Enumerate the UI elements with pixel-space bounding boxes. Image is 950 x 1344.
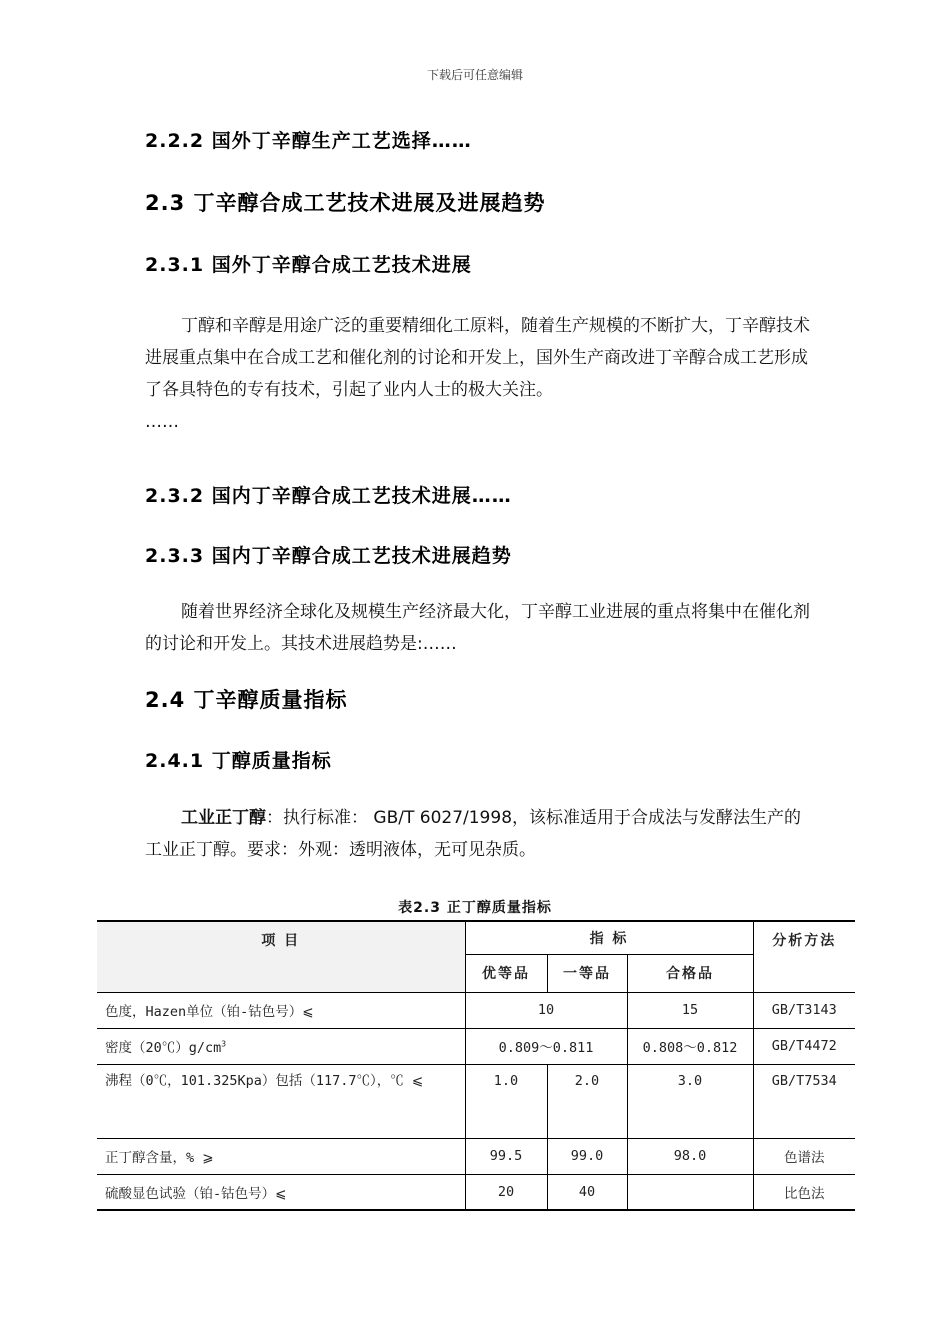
header-index: 指 标 — [465, 921, 753, 954]
row-value: 99.5 — [465, 1138, 547, 1174]
paragraph-2-3-3 — [145, 596, 810, 660]
row-value: 1.0 — [465, 1064, 547, 1138]
heading-2-4-1: 2.4.1 丁醇质量指标 — [145, 750, 332, 772]
row-value: 20 — [465, 1174, 547, 1210]
header-method: 分析方法 — [753, 921, 855, 992]
table-row — [97, 1064, 855, 1138]
table-row — [97, 1138, 855, 1174]
row-value: 98.0 — [627, 1138, 753, 1174]
row-value: 10 — [465, 992, 627, 1028]
paragraph-2-3-1 — [145, 310, 810, 438]
watermark: 下载后可任意编辑 — [426, 68, 523, 82]
row-value: 0.809～0.811 — [465, 1028, 627, 1064]
row-value: 99.0 — [547, 1138, 627, 1174]
row-value: 0.808～0.812 — [627, 1028, 753, 1064]
row-value: 15 — [627, 992, 753, 1028]
header-grade-first: 一等品 — [547, 954, 627, 992]
row-value: 40 — [547, 1174, 627, 1210]
table-caption: 表2.3 正丁醇质量指标 — [398, 900, 552, 916]
heading-2-3-2: 2.3.2 国内丁辛醇合成工艺技术进展…… — [145, 485, 512, 507]
quality-table — [97, 920, 855, 1211]
paragraph-text: 随着世界经济全球化及规模生产经济最大化，丁辛醇工业进展的重点将集中在催化剂的讨论和开发上。其技术进展趋势是:…… — [145, 602, 810, 654]
superscript: 3 — [221, 1039, 227, 1049]
table-row — [97, 1174, 855, 1210]
row-item: 密度$(20℃)g/cm^3$ — [97, 1028, 465, 1064]
table-row — [97, 1028, 855, 1064]
row-method: GB/T4472 — [753, 1028, 855, 1064]
row-item: 沸程（0℃，101.325Kpa）包括（117.7℃），℃ ⩽ — [97, 1064, 465, 1138]
row-item: 硫酸显色试验（铂-钴色号）⩽ — [97, 1174, 465, 1210]
row-item: 正丁醇含量，% ⩾ — [97, 1138, 465, 1174]
row-method: 比色法 — [753, 1174, 855, 1210]
paragraph-text: ：执行标准： GB/T 6027/1998，该标准适用于合成法与发酵法生产的工业正丁醇。要求：外观：透明液体，无可见杂质。 — [145, 808, 802, 860]
paragraph-2-4-1 — [145, 802, 810, 866]
header-item: 项 目 — [97, 921, 465, 992]
heading-2-2-2: 2.2.2 国外丁辛醇生产工艺选择…… — [145, 130, 472, 152]
table-row — [97, 992, 855, 1028]
heading-2-4: 2.4 丁辛醇质量指标 — [145, 688, 348, 712]
paragraph-text: 丁醇和辛醇是用途广泛的重要精细化工原料，随着生产规模的不断扩大，丁辛醇技术进展重点集中在合成工艺和催化剂的讨论和开发上，国外生产商改进丁辛醇合成工艺形成了各具特色的专有技术，引起了业内人士的极大关注。 — [145, 316, 810, 400]
header-grade-premium: 优等品 — [465, 954, 547, 992]
row-item: 色度，Hazen单位（铂-钴色号）⩽ — [97, 992, 465, 1028]
heading-2-3-1: 2.3.1 国外丁辛醇合成工艺技术进展 — [145, 254, 472, 276]
row-method: 色谱法 — [753, 1138, 855, 1174]
row-value: 2.0 — [547, 1064, 627, 1138]
paragraph-ellipsis: …… — [145, 412, 179, 432]
row-method: GB/T3143 — [753, 992, 855, 1028]
header-grade-qualified: 合格品 — [627, 954, 753, 992]
heading-2-3-3: 2.3.3 国内丁辛醇合成工艺技术进展趋势 — [145, 545, 512, 567]
paragraph-bold-term: 工业正丁醇 — [181, 808, 266, 828]
row-method: GB/T7534 — [753, 1064, 855, 1138]
heading-2-3: 2.3 丁辛醇合成工艺技术进展及进展趋势 — [145, 191, 546, 215]
row-value — [627, 1174, 753, 1210]
row-value: 3.0 — [627, 1064, 753, 1138]
